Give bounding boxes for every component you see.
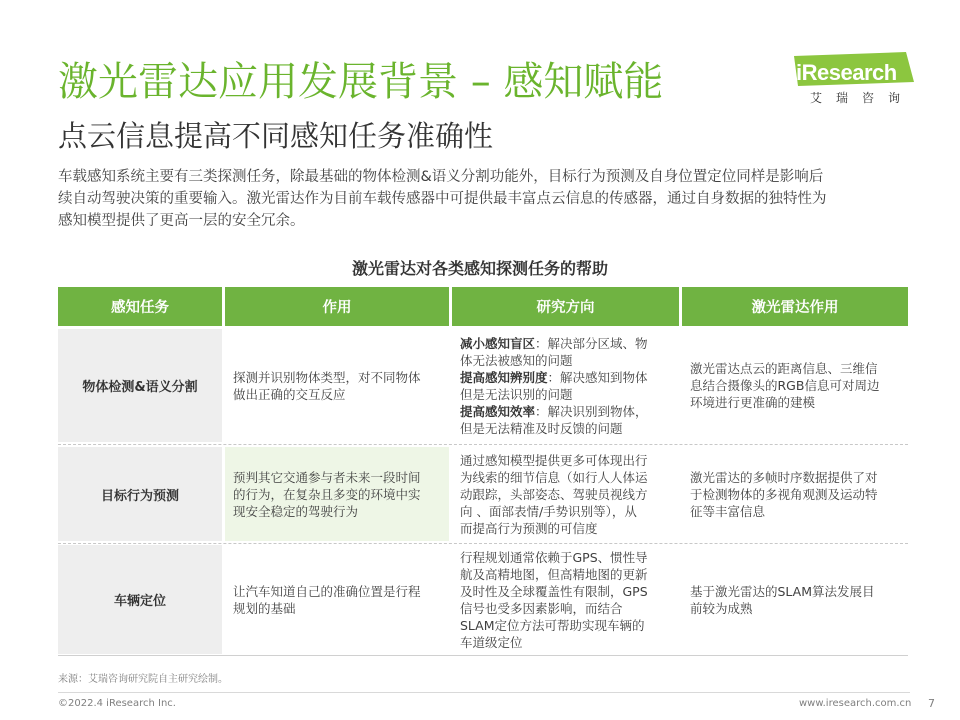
research-line-text: ：解决识别到物体， [535, 403, 648, 419]
row-divider [58, 543, 908, 544]
table-header-row [58, 287, 908, 326]
research-cell [452, 447, 679, 541]
task-cell: 物体检测&语义分割 [58, 329, 222, 442]
research-line [460, 403, 671, 420]
intro-line: 感知模型提供了更高一层的安全冗余。 [58, 213, 305, 229]
iresearch-logo [794, 52, 914, 108]
header-cell-lidar: 激光雷达作用 [682, 287, 908, 326]
research-line [460, 352, 671, 369]
role-cell [225, 329, 449, 442]
page-subtitle: 点云信息提高不同感知任务准确性 [58, 119, 494, 153]
logo-wordmark: iResearch [796, 60, 897, 85]
website-link[interactable]: www.iresearch.com.cn [799, 698, 912, 709]
role-cell [225, 447, 449, 541]
logo-chinese-name: 艾瑞咨询 [810, 91, 915, 105]
role-line: 做出正确的交互反应 [233, 386, 346, 402]
lidar-cell [682, 329, 908, 442]
lidar-line: 环境进行更准确的建模 [690, 395, 816, 410]
copyright-text: ©2022.4 iResearch Inc. [58, 698, 176, 709]
research-line: 而提高行为预测的可信度 [460, 520, 598, 536]
lidar-line: 激光雷达点云的距离信息、三维信 [690, 361, 878, 376]
research-line-text: 体无法被感知的问题 [460, 352, 573, 368]
lidar-line: 征等丰富信息 [690, 503, 766, 519]
lidar-line: 基于激光雷达的SLAM算法发展目 [690, 583, 875, 599]
role-line: 规划的基础 [233, 600, 296, 616]
research-line-emphasis: 减小感知盲区 [460, 335, 536, 351]
role-line: 预判其它交通参与者未来一段时间 [233, 469, 421, 485]
header-cell-role: 作用 [225, 287, 449, 326]
research-line-text: 但是无法识别的问题 [460, 386, 573, 402]
role-line: 的行为，在复杂且多变的环境中实 [233, 486, 421, 502]
research-line: 航及高精地图，但高精地图的更新 [460, 566, 648, 582]
research-line [460, 335, 671, 352]
role-cell [225, 545, 449, 654]
task-cell: 目标行为预测 [58, 447, 222, 541]
research-line-text: 但是无法精准及时反馈的问题 [460, 420, 623, 436]
research-line: 为线索的细节信息（如行人人体运 [460, 469, 648, 485]
research-line: 信号也受多因素影响，而结合 [460, 600, 623, 616]
row-divider [58, 444, 908, 445]
lidar-cell [682, 545, 908, 654]
role-line: 现安全稳定的驾驶行为 [233, 503, 359, 519]
table-bottom-rule [58, 655, 908, 656]
research-line: 车道级定位 [460, 634, 523, 650]
research-cell [452, 545, 679, 654]
research-line-text: ：解决部分区域、物 [535, 335, 648, 351]
lidar-line: 激光雷达的多帧时序数据提供了对 [690, 469, 878, 485]
lidar-line: 前较为成熟 [690, 600, 753, 616]
intro-line: 续自动驾驶决策的重要输入。激光雷达作为目前车载传感器中可提供最丰富点云信息的传感器，通过自身数据的独特性为 [58, 191, 827, 207]
intro-paragraph [58, 166, 910, 232]
page-number: 7 [928, 697, 935, 710]
research-line [460, 420, 671, 437]
role-line: 让汽车知道自己的准确位置是行程 [233, 583, 421, 599]
table-row [58, 447, 908, 541]
lidar-cell [682, 447, 908, 541]
research-line [460, 386, 671, 403]
table-row [58, 545, 908, 654]
research-line: 及时性及全球覆盖性有限制，GPS [460, 583, 648, 599]
research-line-emphasis: 提高感知效率 [460, 403, 536, 419]
role-line: 探测并识别物体类型，对不同物体 [233, 369, 421, 385]
research-line: 动跟踪，头部姿态、驾驶员视线方 [460, 486, 648, 502]
research-line [460, 369, 671, 386]
footer-divider [58, 692, 910, 693]
task-cell: 车辆定位 [58, 545, 222, 654]
lidar-line: 于检测物体的多视角观测及运动特 [690, 486, 878, 502]
research-cell [452, 329, 679, 442]
table-row [58, 329, 908, 442]
research-line: SLAM定位方法可帮助实现车辆的 [460, 617, 645, 633]
header-cell-research: 研究方向 [452, 287, 679, 326]
intro-line: 车载感知系统主要有三类探测任务，除最基础的物体检测&语义分割功能外，目标行为预测及自身位置定位同样是影响后 [58, 169, 824, 185]
table-title: 激光雷达对各类感知探测任务的帮助 [351, 259, 608, 278]
research-line-text: ：解决感知到物体 [547, 369, 648, 385]
source-note: 来源：艾瑞咨询研究院自主研究绘制。 [58, 674, 228, 685]
lidar-line: 息结合摄像头的RGB信息可对周边 [690, 378, 880, 393]
research-line: 向 、面部表情/手势识别等），从 [460, 503, 637, 519]
research-line-emphasis: 提高感知辨别度 [460, 369, 548, 385]
header-cell-task: 感知任务 [58, 287, 222, 326]
research-line: 通过感知模型提供更多可体现出行 [460, 452, 648, 468]
page-title: 激光雷达应用发展背景 – 感知赋能 [58, 59, 664, 105]
research-line: 行程规划通常依赖于GPS、惯性导 [460, 549, 648, 565]
